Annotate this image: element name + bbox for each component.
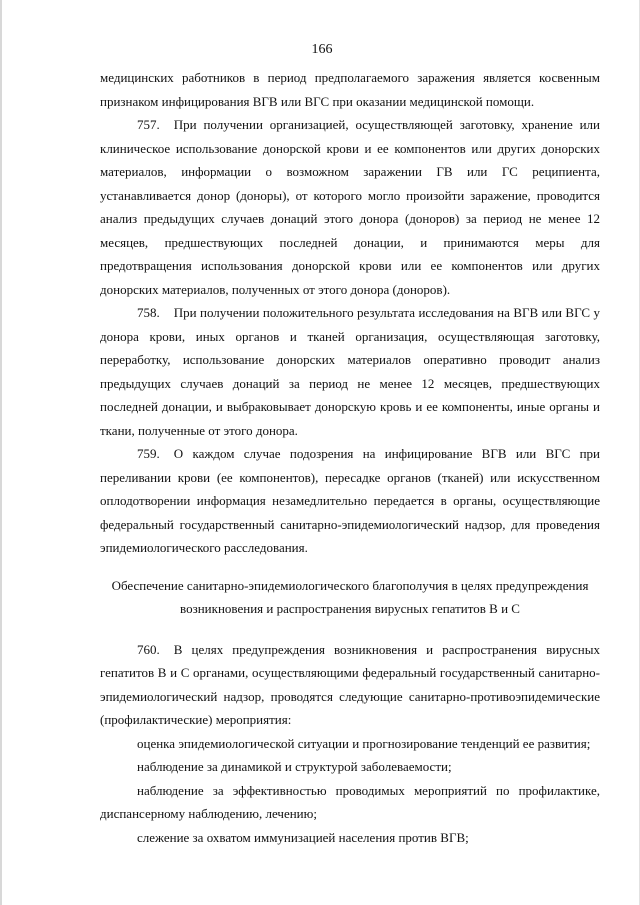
list-item: наблюдение за эффективностью проводимых мероприятий по профилактике, диспансерному наблюдению, лечению; xyxy=(100,782,600,821)
paragraph-760 xyxy=(100,638,600,732)
list-item: слежение за охватом иммунизацией населения против ВГВ; xyxy=(137,829,469,845)
paragraph-759 xyxy=(100,442,600,560)
paragraph-number: 758. xyxy=(137,305,160,320)
paragraph-text: О каждом случае подозрения на инфицирование ВГВ или ВГС при переливании крови (ее компонентов), пересадке органов (тканей) или искусственном оплодотворении информация незамедлительно передается в органы, осуществляющие федеральный государственный санитарно-эпидемиологический надзор, для проведения эпидемиологического расследования. xyxy=(100,446,600,555)
paragraph-text: При получении организацией, осуществляющей заготовку, хранение или клиническое использование донорской крови и ее компонентов или других донорских материалов, информации о возможном заражении ГВ или ГС реципиента, устанавливается донор (доноры), от которого могло произойти заражение, проводится анализ предыдущих случаев донаций этого донора (доноров) за период не менее 12 месяцев, предшествующих последней донации, и принимаются меры для предотвращения использования донорской крови или ее компонентов или других донорских материалов, полученных от этого донора (доноров). xyxy=(100,117,600,297)
paragraph-758 xyxy=(100,301,600,442)
paragraph-text: При получении положительного результата исследования на ВГВ или ВГС у донора крови, иных органов и тканей организация, осуществляющая заготовку, переработку, использование донорских материалов оперативно проводит анализ предыдущих случаев донаций за период не менее 12 месяцев, предшествующих последней донации, и выбраковывает донорскую кровь и ее компоненты, иные органы и ткани, полученные от этого донора. xyxy=(100,305,600,438)
paragraph-text: В целях предупреждения возникновения и распространения вирусных гепатитов В и С органами, осуществляющими федеральный государственный санитарно-эпидемиологический надзор, проводятся следующие санитарно-противоэпидемические (профилактические) мероприятия: xyxy=(100,641,600,727)
list-item: оценка эпидемиологической ситуации и прогнозирование тенденций ее развития; xyxy=(137,735,591,751)
paragraph-number: 760. xyxy=(137,641,160,657)
list-item: наблюдение за динамикой и структурой заболеваемости; xyxy=(137,759,452,774)
paragraph-number: 759. xyxy=(137,446,160,461)
paragraph-number: 757. xyxy=(137,117,160,132)
paragraph-757 xyxy=(100,113,600,301)
page-number: 166 xyxy=(311,42,333,57)
paragraph-continuation: медицинских работников в период предполагаемого заражения является косвенным признаком инфицирования ВГВ или ВГС при оказании медицинской помощи. xyxy=(100,70,600,109)
section-heading: Обеспечение санитарно-эпидемиологического благополучия в целях предупреждения возникновения и распространения вирусных гепатитов В и С xyxy=(111,577,589,616)
document-body xyxy=(100,66,600,849)
